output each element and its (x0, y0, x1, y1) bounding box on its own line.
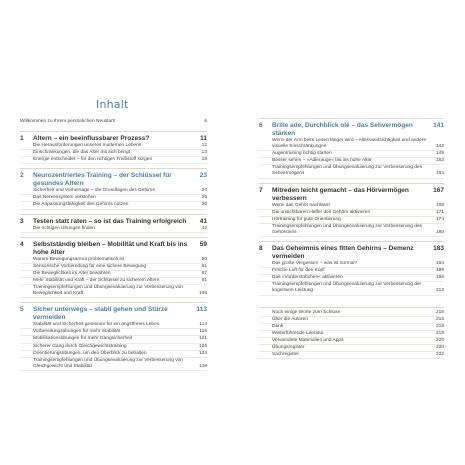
toc-entry-label: Trainingsempfehlungen und Übungsevaluierung zur Verbesserung der kognitiven Leistung (272, 282, 422, 294)
toc-entry[interactable] (259, 210, 444, 217)
toc-entry-page: 126 (198, 343, 207, 349)
toc-entry-label: Augentraining richtig starten (272, 151, 332, 157)
toc-entry[interactable] (259, 224, 444, 237)
toc-entry-label: Die Beweglichkeit im Alter bewahren (33, 270, 111, 276)
toc-entry-page: 220 (435, 344, 444, 350)
toc-entry-page: 138 (198, 363, 207, 369)
chapter-title: Selbstständig bleiben – Mobilität und Kraft bis ins hohe Alter (33, 240, 188, 256)
toc-entry-label: Noch einige Worte zum Schluss (272, 309, 340, 315)
chapter-heading[interactable] (259, 183, 444, 203)
chapter-page: 41 (199, 217, 207, 225)
chapter-title: Mitreden leicht gemacht – das Hörvermögen verbessern (272, 186, 409, 202)
toc-entry-page: 198 (435, 275, 444, 281)
toc-entry-label: Das »Vorderstübchen« aktivieren (272, 275, 343, 281)
toc-entry-label: Dank (272, 323, 284, 329)
chapter-number: 3 (20, 217, 24, 225)
chapter-title: Brille ade, Durchblick olé – das Sehvermögen stärken (272, 122, 413, 137)
toc-entry-label: Mehr Stabilität und Kraft – der Schlüssel zu sicherem Altern (33, 277, 160, 283)
toc-entry-label: Trainingsempfehlungen und Übungsevaluierung zur Verbesserung von Gleichgewicht und Stabilität (33, 357, 183, 369)
chapter-page: 141 (433, 122, 444, 129)
toc-chapter-list-right (259, 118, 444, 296)
chapter-page: 23 (199, 172, 207, 180)
toc-entry-label: Verwendete Materialien und Apps (272, 337, 344, 343)
toc-entry-page: 153 (435, 158, 444, 164)
toc-entry-label: Warum Bewegungsarmut problematisch ist (33, 256, 125, 262)
toc-entry-label: Die richtigen Übungen finden (33, 225, 95, 231)
chapter-page: 113 (196, 306, 207, 314)
toc-entry-page: 180 (435, 229, 444, 235)
toc-entry-label: Übungsregister (272, 344, 305, 350)
chapter-heading[interactable] (20, 302, 207, 322)
toc-entry-page: 174 (435, 216, 444, 222)
toc-entry[interactable] (20, 278, 207, 285)
toc-entry-page: 12 (201, 143, 207, 148)
toc-entry[interactable] (20, 336, 207, 343)
chapter-title: Sicher unterwegs – stabil gehen und Stürze vermeiden (33, 306, 168, 322)
toc-entry-label: Wenn der Arm beim Lesen länger wird – Altersweitsichtigkeit und andere visuelle Einschränkungen (272, 138, 427, 150)
toc-entry[interactable] (259, 310, 444, 317)
toc-entry-label: Trainingsempfehlungen und Übungsevaluierung zur Verbesserung des Sehvermögens (272, 165, 422, 177)
chapter-title: Testen statt raten – so ist das Training erfolgreich (33, 217, 187, 225)
toc-entry[interactable] (259, 324, 444, 331)
toc-entry-label: Die Herausforderungen unseres modernen Lebens (33, 143, 142, 148)
toc-entry-label: Über die Autoren (272, 316, 308, 322)
toc-chapter (20, 131, 207, 164)
toc-entry-page: 189 (435, 268, 444, 274)
chapter-heading[interactable] (20, 168, 207, 188)
toc-entry-page: 142 (435, 144, 444, 150)
toc-entry-page: 216 (435, 316, 444, 322)
chapter-page: 59 (199, 240, 207, 248)
toc-entry[interactable] (20, 264, 207, 271)
toc-entry-label: Sicherer Gang durch Gleichgewichtstraining (33, 343, 127, 349)
toc-entry-page: 24 (201, 188, 207, 194)
toc-entry-label: Trainingsempfehlungen und Übungsevaluierung zur Verbesserung von Beweglichkeit und Kraft (33, 285, 183, 297)
chapter-number: 6 (259, 122, 263, 129)
toc-chapter (259, 241, 444, 295)
toc-entry-page: 36 (201, 202, 207, 208)
toc-entry-label: Die Anpassungsfähigkeit des Gehirns nutzen (33, 202, 129, 208)
toc-entry-page: 115 (199, 329, 207, 335)
toc-entry-page: 18 (201, 157, 207, 163)
toc-entry[interactable] (259, 217, 444, 224)
toc-entry-page: 213 (435, 288, 444, 294)
chapter-heading[interactable] (259, 241, 444, 261)
chapter-page: 11 (200, 135, 207, 142)
toc-entry-page: 13 (201, 150, 207, 156)
toc-entry-page: 171 (435, 209, 444, 215)
toc-entry-label: Orientierungsübungen, um den Überblick zu behalten (33, 350, 147, 356)
toc-entry-page: 219 (435, 330, 444, 336)
toc-entry-label: Mobilisationsübungen für mehr Gangsicherheit (33, 336, 133, 342)
toc-entry[interactable] (259, 165, 444, 178)
toc-entry[interactable] (259, 282, 444, 295)
toc-entry-page: 164 (435, 171, 444, 177)
toc-entry[interactable] (20, 351, 207, 358)
toc-entry[interactable] (259, 317, 444, 324)
toc-entry-page: 121 (198, 336, 207, 342)
toc-entry-page: 60 (201, 256, 207, 262)
chapter-title: Neurozentriertes Training – der Schlüssel für gesundes Altern (33, 172, 172, 188)
chapter-heading[interactable] (20, 214, 207, 226)
toc-entry[interactable] (259, 345, 444, 352)
toc-entry-label: Sicherheit und Vorhersage – die Grundlagen des Gehirns (33, 188, 155, 194)
toc-entry-label: Das große Vergessen – was ist normal? (272, 261, 358, 267)
toc-entry[interactable] (259, 138, 444, 151)
toc-entry-label: Stabilität und Sicherheit gewinnen für ein angstfreies Leben (33, 322, 160, 328)
toc-chapter (259, 183, 444, 237)
toc-intro-entry[interactable] (20, 119, 207, 125)
toc-entry-page: 222 (435, 352, 444, 358)
chapter-heading[interactable] (20, 131, 207, 143)
toc-entry-label: Energie entscheidet – für den richtigen Treibstoff sorgen (33, 157, 153, 163)
toc-right-column (259, 118, 444, 359)
toc-entry-label: Sensorische Vorbereitung für eine sichere Bewegung (33, 263, 147, 269)
toc-entry-page: 42 (201, 225, 207, 231)
toc-entry-page: 134 (198, 350, 207, 356)
toc-chapter (20, 302, 207, 371)
toc-entry[interactable] (20, 257, 207, 264)
chapter-number: 5 (20, 306, 24, 314)
toc-entry-label: Vorbereitungsübungen für mehr Stabilität (33, 329, 121, 335)
toc-chapter (20, 214, 207, 233)
page-title: Inhalt (96, 98, 129, 111)
chapter-page: 183 (433, 245, 444, 253)
chapter-number: 2 (20, 172, 24, 180)
toc-entry-page: 218 (435, 323, 444, 329)
toc-entry-page: 114 (199, 322, 207, 328)
chapter-title: Das Geheimnis eines fitten Gehirns – Demenz vermeiden (272, 245, 414, 261)
chapter-heading[interactable] (259, 118, 444, 138)
toc-chapter-list-left (20, 131, 207, 371)
toc-chapter (259, 118, 444, 179)
toc-entry-label: Wenn das Gehör nachlässt (272, 202, 330, 208)
toc-entry-label: Willkommen zu Ihrem persönlichen Neustart! (20, 119, 116, 124)
toc-entry-page: 168 (435, 202, 444, 208)
toc-entry-page: 220 (435, 337, 444, 343)
toc-entry-label: Besser sehen – »Adlerauge« bis ins hohe Alter (272, 158, 372, 164)
toc-entry-page: 215 (435, 309, 444, 315)
chapter-number: 7 (259, 186, 263, 194)
toc-entry-page: 91 (201, 277, 207, 283)
toc-entry-page: 184 (435, 261, 444, 267)
toc-entry[interactable] (20, 202, 207, 209)
toc-entry[interactable] (20, 344, 207, 351)
toc-entry-label: Hörtraining für gute Orientierung (272, 216, 341, 222)
toc-entry[interactable] (259, 338, 444, 345)
chapter-title: Altern – ein beeinflussbarer Prozess? (33, 135, 150, 142)
chapter-number: 1 (20, 135, 24, 142)
toc-entry-page: 67 (201, 270, 207, 276)
chapter-heading[interactable] (20, 237, 207, 257)
toc-entry[interactable] (259, 203, 444, 210)
toc-entry-label: Weiterführende Literatur (272, 330, 324, 336)
toc-entry-label: Frische Luft für den Kopf (272, 268, 325, 274)
toc-entry-page: 25 (201, 195, 207, 201)
toc-left-column (20, 119, 207, 371)
toc-entry-label: Einschränkungen, die das Alter mit sich bringt (33, 150, 131, 156)
toc-entry-page: 149 (435, 151, 444, 157)
toc-entry-page: 6 (204, 119, 207, 124)
toc-chapter (20, 168, 207, 209)
toc-entry[interactable] (259, 352, 444, 359)
toc-entry-label: Die unsichtbaren Helfer des Gehörs aktivieren (272, 209, 371, 215)
toc-entry[interactable] (20, 157, 207, 164)
toc-entry[interactable] (20, 285, 207, 298)
chapter-page: 167 (433, 186, 444, 194)
toc-entry-label: Das Nervensystem verstehen (33, 195, 96, 201)
toc-chapter (20, 237, 207, 299)
toc-entry[interactable] (20, 226, 207, 233)
toc-entry[interactable] (20, 271, 207, 278)
toc-entry-label: Trainingsempfehlungen und Übungsevaluierung zur Verbesserung des Gehörsinns (272, 223, 422, 235)
toc-appendix-list (259, 307, 444, 360)
chapter-number: 8 (259, 245, 263, 253)
chapter-number: 4 (20, 240, 24, 248)
toc-entry-page: 108 (198, 291, 207, 297)
toc-entry-page: 61 (201, 263, 207, 269)
toc-entry[interactable] (259, 331, 444, 338)
toc-entry[interactable] (20, 358, 207, 371)
toc-entry-label: Sachregister (272, 352, 299, 358)
